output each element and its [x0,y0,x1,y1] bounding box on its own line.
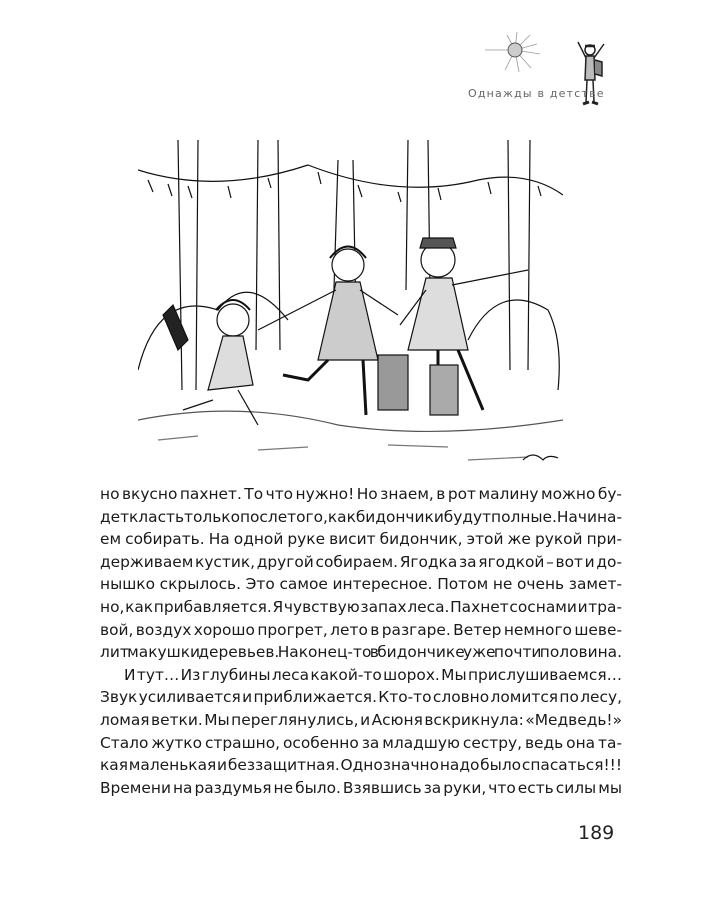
running-title: Однажды в детстве [468,87,605,100]
page-number: 189 [578,822,615,844]
text-line: кая маленькая и беззащитная. Однозначно надо было спасаться!!! [100,756,622,775]
text-line: ем собирать. На одной руке висит бидончик, этой же рукой при- [100,530,622,549]
text-line: но, как прибавляется. Я чувствую запах леса. Пахнет соснами и тра- [100,597,622,616]
text-line: держиваем кустик, другой собираем. Ягодка за ягодкой – вот и до- [100,552,622,571]
text-line: Стало жутко страшно, особенно за младшую сестру, ведь она та- [100,733,622,752]
text-line: дет класть только после того, как бидончики будут полные. Начина- [100,507,622,526]
forest-illustration [138,140,563,475]
text-line: Времени на раздумья не было. Взявшись за руки, что есть силы мы [100,778,622,797]
text-line: Звук усиливается и приближается. Кто-то словно ломится по лесу, [100,688,622,707]
text-line: лит макушки деревьев. Наконец-то в бидончике уже почти половина. [100,643,622,662]
text-line: И тут… Из глубины леса какой-то шорох. Мы прислушиваемся… [124,665,622,684]
sun-icon [485,30,565,75]
text-line: вой, воздух хорошо прогрет, лето в разгаре. Ветер немного шеве- [100,620,622,639]
text-line: ломая ветки. Мы переглянулись, и Асюня вскрикнула: «Медведь!» [100,710,622,729]
body-text [100,483,622,799]
text-line: нышко скрылось. Это самое интересное. Потом не очень замет- [100,575,622,594]
text-line: но вкусно пахнет. То что нужно! Но знаем, в рот малину можно бу- [100,485,622,503]
